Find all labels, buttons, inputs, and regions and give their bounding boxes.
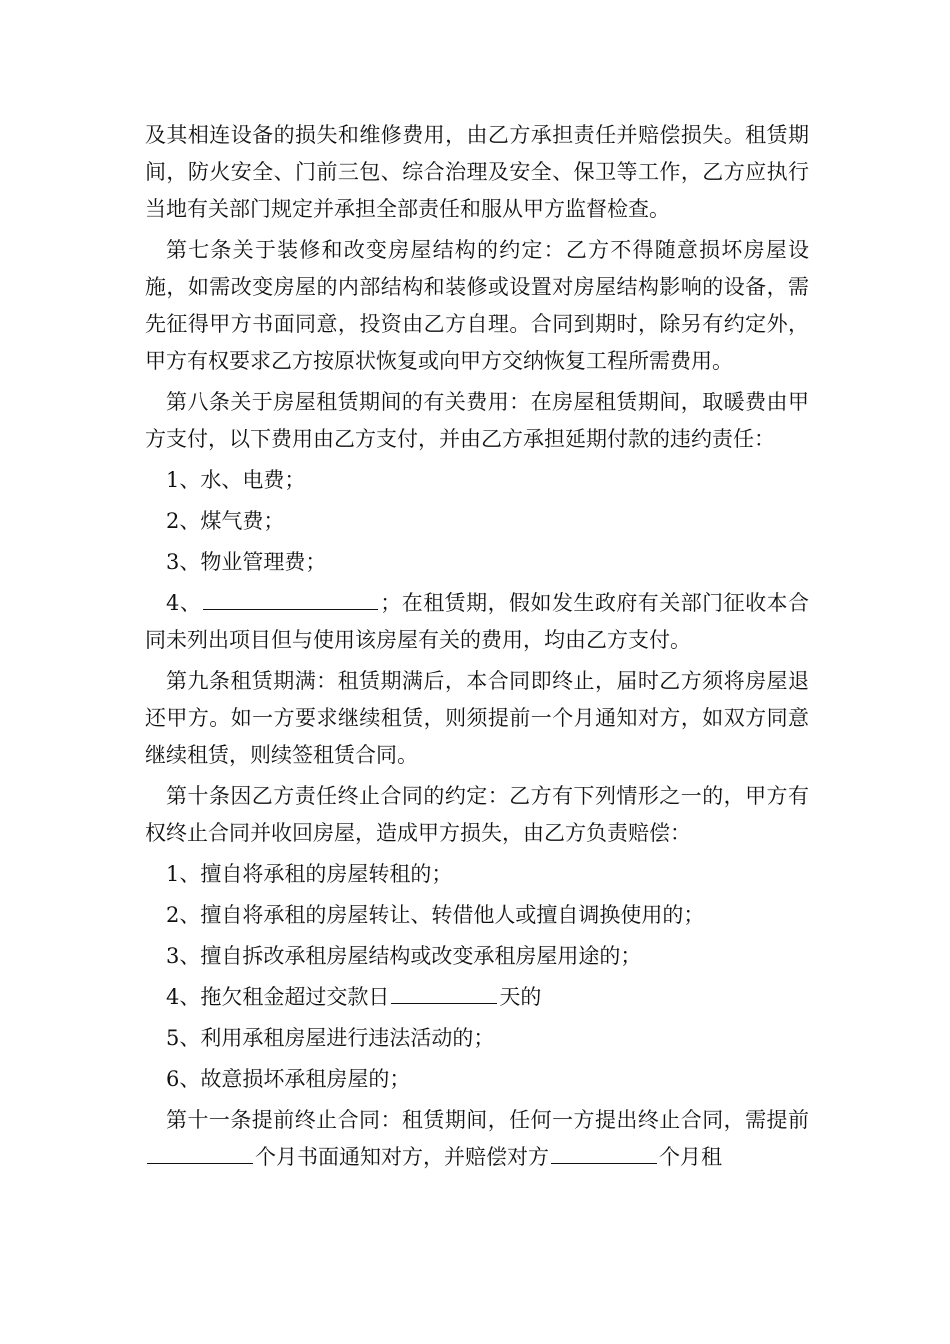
article-10-item-3: 3、擅自拆改承租房屋结构或改变承租房屋用途的； [166,944,642,968]
article-10-item-4-prefix: 4、拖欠租金超过交款日 [166,985,390,1009]
article-10-item-4 [145,979,809,1016]
article-8-item-3: 3、物业管理费； [166,550,327,574]
article-10-item-5: 5、利用承租房屋进行违法活动的； [166,1026,495,1050]
fill-in-blank[interactable] [551,1141,657,1164]
fill-in-blank[interactable] [391,981,497,1004]
article-8-item-2: 2、煤气费； [166,509,285,533]
article-11 [145,1102,809,1176]
document-body [145,117,809,1176]
article-8-item-4-prefix: 4、 [166,591,202,615]
article-10-item-1: 1、擅自将承租的房屋转租的； [166,862,453,886]
article-10: 第十条因乙方责任终止合同的约定：乙方有下列情形之一的，甲方有权终止合同并收回房屋，造成甲方损失，由乙方负责赔偿： [145,784,809,845]
article-11-part-1: 第十一条提前终止合同：租赁期间，任何一方提出终止合同，需提前 [166,1108,809,1132]
article-8-item-1: 1、水、电费； [166,468,306,492]
article-11-part-3: 个月租 [659,1145,722,1169]
article-8-item-4 [145,585,809,659]
article-10-item-6: 6、故意损坏承租房屋的； [166,1067,411,1091]
article-8: 第八条关于房屋租赁期间的有关费用：在房屋租赁期间，取暖费由甲方支付，以下费用由乙方支付，并由乙方承担延期付款的违约责任： [145,390,809,451]
article-8-item-4-suffix: ；在租赁期，假如发生政府有关部门征收本合同未列出项目但与使用该房屋有关的费用，均由乙方支付。 [145,591,809,652]
article-7: 第七条关于装修和改变房屋结构的约定：乙方不得随意损坏房屋设施，如需改变房屋的内部结构和装修或设置对房屋结构影响的设备，需先征得甲方书面同意，投资由乙方自理。合同到期时，除另有约定外，甲方有权要求乙方按原状恢复或向甲方交纳恢复工程所需费用。 [145,238,809,373]
article-10-item-2: 2、擅自将承租的房屋转让、转借他人或擅自调换使用的； [166,903,705,927]
article-9: 第九条租赁期满：租赁期满后，本合同即终止，届时乙方须将房屋退还甲方。如一方要求继续租赁，则须提前一个月通知对方，如双方同意继续租赁，则续签租赁合同。 [145,669,809,767]
article-11-part-2: 个月书面通知对方，并赔偿对方 [255,1145,549,1169]
paragraph-continued: 及其相连设备的损失和维修费用，由乙方承担责任并赔偿损失。租赁期间，防火安全、门前三包、综合治理及安全、保卫等工作，乙方应执行当地有关部门规定并承担全部责任和服从甲方监督检查。 [145,123,809,221]
article-10-item-4-suffix: 天的 [499,985,542,1009]
fill-in-blank[interactable] [203,587,378,610]
fill-in-blank[interactable] [147,1141,253,1164]
